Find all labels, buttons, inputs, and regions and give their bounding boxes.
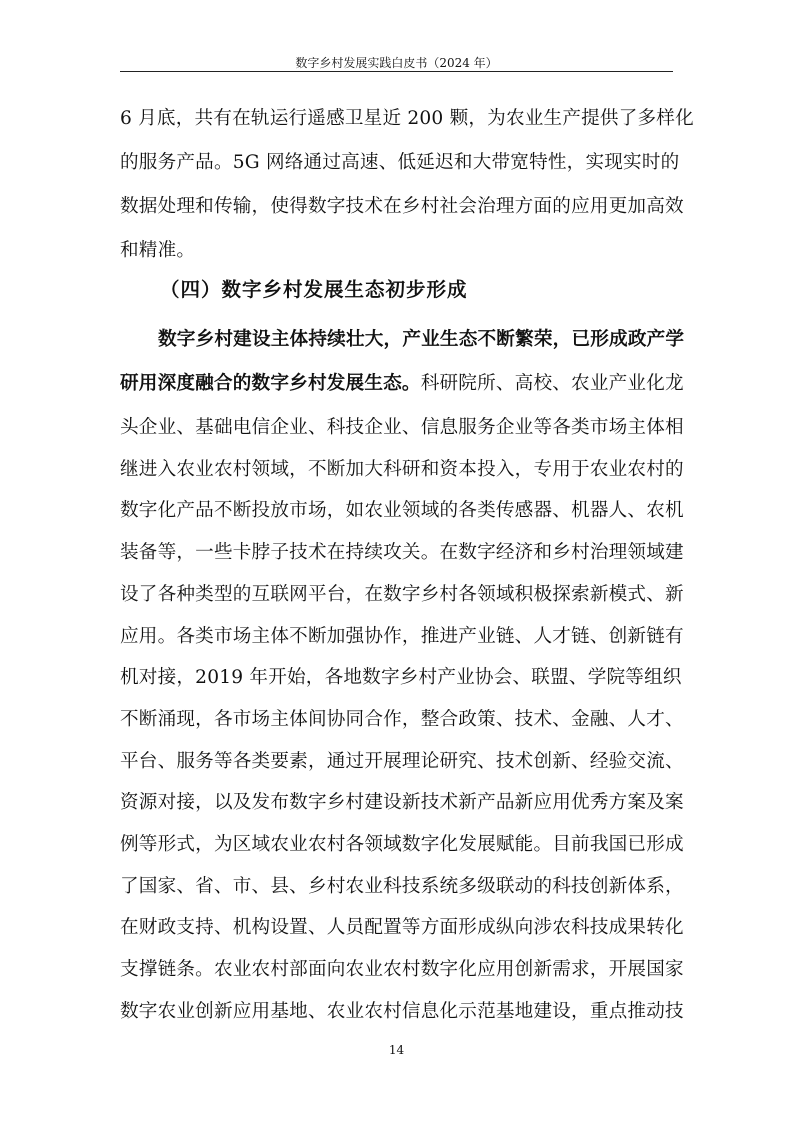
paragraph-line: 支撑链条。农业农村部面向农业农村数字化应用创新需求，开展国家 xyxy=(120,959,684,981)
header-rule xyxy=(120,71,673,72)
paragraph-line: 继进入农业农村领域，不断加大科研和资本投入，专用于农业农村的 xyxy=(120,458,684,480)
bold-lead-text: 研用深度融合的数字乡村发展生态。 xyxy=(120,373,421,394)
section-heading: （四）数字乡村发展生态初步形成 xyxy=(160,278,468,301)
paragraph-line: 数据处理和传输，使得数字技术在乡村社会治理方面的应用更加高效 xyxy=(120,196,684,217)
line-text: 科研院所、高校、农业产业化龙 xyxy=(420,373,684,394)
header-title: 数字乡村发展实践白皮书（2024 年） xyxy=(295,56,498,70)
paragraph-line: 设了各种类型的互联网平台，在数字乡村各领域积极探索新模式、新 xyxy=(120,583,684,605)
paragraph-line: 了国家、省、市、县、乡村农业科技系统多级联动的科技创新体系， xyxy=(120,875,684,897)
paragraph-line: 平台、服务等各类要素，通过开展理论研究、技术创新、经验交流、 xyxy=(120,750,684,772)
paragraph-line: 资源对接，以及发布数字乡村建设新技术新产品新应用优秀方案及案 xyxy=(120,792,684,814)
paragraph-line: 数字化产品不断投放市场，如农业领域的各类传感器、机器人、农机 xyxy=(120,500,684,522)
paragraph-line: 应用。各类市场主体不断加强协作，推进产业链、人才链、创新链有 xyxy=(120,625,684,647)
page-number: 14 xyxy=(388,1043,405,1057)
paragraph-line: 6 月底，共有在轨运行遥感卫星近 200 颗，为农业生产提供了多样化 xyxy=(120,108,694,129)
paragraph-line: 在财政支持、机构设置、人员配置等方面形成纵向涉农科技成果转化 xyxy=(120,917,684,939)
paragraph-line: 例等形式，为区域农业农村各领域数字化发展赋能。目前我国已形成 xyxy=(120,834,684,855)
paragraph-line: 和精准。 xyxy=(120,240,196,261)
paragraph-line: 头企业、基础电信企业、科技企业、信息服务企业等各类市场主体相 xyxy=(120,417,684,438)
paragraph-line: 机对接，2019 年开始，各地数字乡村产业协会、联盟、学院等组织 xyxy=(120,667,682,689)
paragraph-line: 不断涌现，各市场主体间协同合作，整合政策、技术、金融、人才、 xyxy=(120,708,684,730)
paragraph-line xyxy=(120,369,684,395)
paragraph-line: 的服务产品。5G 网络通过高速、低延迟和大带宽特性，实现实时的 xyxy=(120,152,680,173)
paragraph-line: 数字农业创新应用基地、农业农村信息化示范基地建设，重点推动技 xyxy=(120,1000,684,1022)
paragraph-line: 装备等，一些卡脖子技术在持续攻关。在数字经济和乡村治理领域建 xyxy=(120,542,684,564)
bold-lead-line: 数字乡村建设主体持续壮大，产业生态不断繁荣，已形成政产学 xyxy=(158,329,685,350)
